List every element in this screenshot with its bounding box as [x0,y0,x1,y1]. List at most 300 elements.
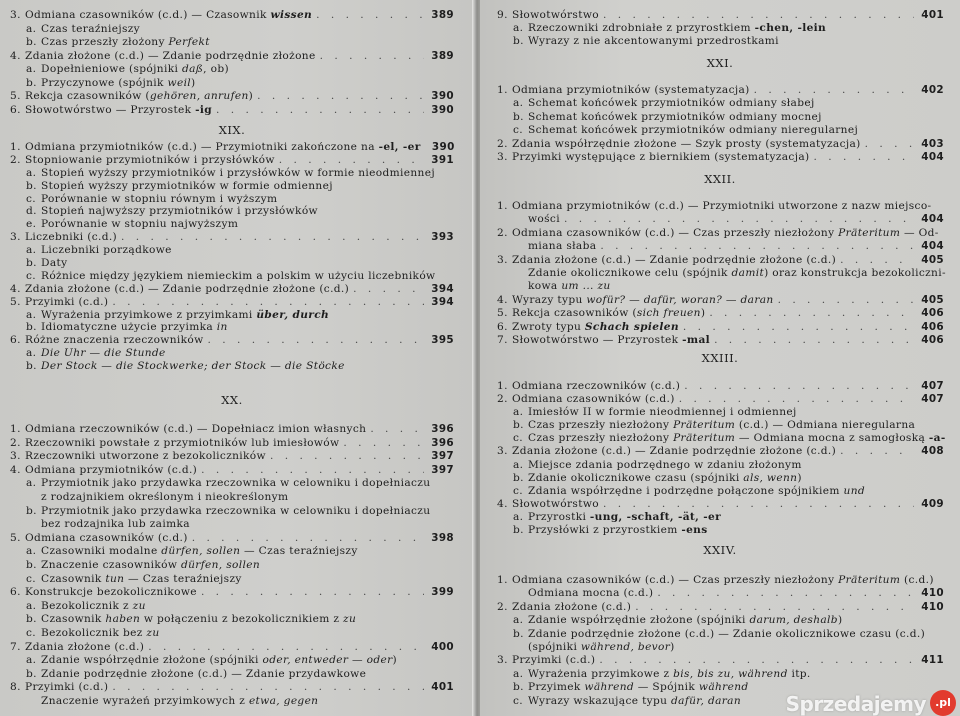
entry-number: 5. [10,295,21,308]
toc-entry [10,695,454,709]
title-text: Czas przeszły złożony [41,36,169,48]
title-text: Zdanie okolicznikowe celu (spójnik [528,266,732,279]
toc-entry [10,309,454,322]
entry-title [528,587,653,600]
title-text: Porównanie w stopniu najwyższym [41,218,239,231]
entry-number: a. [26,347,37,360]
title-text: Liczebniki porządkowe [41,244,172,257]
page-number: 395 [431,334,454,347]
title-text: Idiomatyczne użycie przyimka [41,321,217,334]
entry-title [528,695,741,708]
title-text: (c.d.) — Odmiana nieregularna [735,419,916,432]
title-text: bez rodzajnika lub zaimka [41,518,190,531]
title-text: Odmiana przymiotników (c.d.) [25,463,198,476]
entry-title [528,213,560,226]
emphasized-term: dürfen, sollen [161,545,241,558]
title-text: Zdanie współrzędnie złożone (spójniki [41,654,263,667]
page-number: 394 [431,282,454,295]
entry-title [512,294,774,307]
entry-number: a. [513,510,524,523]
entry-title [25,154,275,167]
entry-number: a. [26,308,37,321]
entry-title [41,613,356,627]
entry-title [512,321,679,334]
title-text: Przyimki (c.d.) [512,654,596,667]
toc-section [480,380,960,537]
dot-leader [312,9,424,23]
toc-entry [497,97,944,110]
title-text: Zdania złożone (c.d.) — Zdanie podrzędnie złożone (c.d.) [512,253,837,266]
entry-title [41,36,210,50]
entry-number: 4. [497,497,508,510]
toc-entry [10,559,454,573]
title-text: Czas przeszły niezłożony [528,419,674,432]
title-text: Zwroty typu [512,320,585,333]
entry-title [528,459,802,472]
entry-title [41,180,333,193]
page-number: 406 [921,320,944,333]
entry-title [528,472,802,485]
chapter-heading: XXII. [704,172,736,186]
title-text: Różnice między językiem niemieckim a polskim w użyciu liczebników [41,269,436,282]
entry-title [41,505,430,519]
entry-number: a. [513,22,524,35]
emphasized-term: während [698,681,749,694]
dot-leader [117,231,424,244]
toc-entry [10,218,454,231]
entry-title [41,167,435,180]
emphasized-term: Schach spielen [584,320,679,333]
title-text: Zdanie podrzędnie złożone (c.d.) — Zdanie okolicznikowe czasu (c.d.) [528,627,926,640]
entry-title [25,681,108,695]
entry-title [528,511,721,524]
dot-leader [679,321,914,334]
toc-entry [497,654,944,667]
dot-leader [750,84,914,97]
entry-title [528,35,779,48]
entry-number: 1. [497,380,508,392]
dot-leader [266,450,424,464]
emphasized-term: zu [132,599,146,612]
emphasized-term: Präteritum [673,432,736,445]
entry-title [512,9,599,22]
title-text: ) [837,614,843,627]
entry-title [528,524,708,537]
emphasized-term: darum, deshalb [749,614,838,627]
title-text: Zdania złożone (c.d.) — Zdanie podrzędnie złożone [25,49,316,62]
entry-title [528,267,946,280]
dot-leader [275,154,424,167]
toc-entry [10,283,454,296]
dot-leader [836,254,914,267]
title-text: Dopełnieniowe (spójniki [41,63,182,75]
toc-section [480,200,960,347]
title-text: Przymiotnik jako przydawka rzeczownika w celowniku i dopełniaczu [41,504,431,517]
entry-title [41,491,288,505]
entry-title [25,141,421,154]
entry-title [41,23,140,37]
entry-number: a. [513,406,524,419]
emphasized-term: -el, -er [378,141,421,153]
title-text: Znaczenie czasowników [41,558,181,571]
entry-title [41,695,318,709]
title-text: Słowotwórstwo [512,497,599,510]
title-text: Przyimek [528,681,585,694]
title-text: Odmiana czasowników (c.d.) — Czasownik [25,9,271,21]
page-number: 390 [431,103,454,116]
entry-title [25,423,366,437]
page-number: 410 [921,587,944,600]
toc-entry [497,393,944,406]
entry-number: 9. [497,9,508,21]
entry-title [512,151,810,164]
title-text: Rekcja czasowników ( [25,90,150,102]
title-text: ) [392,654,397,667]
entry-title [41,477,430,491]
emphasized-term: Die Uhr — die Stunde [41,347,166,360]
emphasized-term: während [584,681,635,694]
entry-number: a. [26,166,37,179]
entry-number: 3. [10,231,21,244]
entry-title [41,627,160,641]
emphasized-term: weil [167,76,192,89]
toc-entry [497,445,944,458]
title-text: Bezokolicznik z [41,599,133,612]
toc-entry [497,511,944,524]
entry-number: c. [26,192,37,205]
title-text: ) [191,76,196,89]
emphasized-term: Perfekt [168,36,210,48]
entry-title [512,254,836,267]
entry-number: 3. [497,150,508,163]
page-number: 390 [431,141,455,153]
entry-number: a. [26,244,37,257]
entry-title [528,124,858,137]
title-text: Czasownik [41,572,106,585]
emphasized-term: -a- [928,432,946,445]
dot-leader [599,9,914,22]
title-text: Czasowniki modalne [41,545,162,558]
title-text: — Spójnik [634,681,699,694]
toc-entry [497,111,944,124]
toc-entry [497,524,944,537]
entry-title [41,654,397,668]
title-text: Wyrażenia przyimkowe z przyimkami [41,308,257,321]
entry-title [25,334,204,347]
toc-entry [497,227,944,240]
entry-number: 2. [497,137,508,150]
title-text: Przymiotnik jako przydawka rzeczownika w celowniku i dopełniaczu [41,477,431,490]
title-text: (c.d.) [900,574,934,586]
toc-entry [10,600,454,614]
page-number: 389 [431,49,454,62]
entry-title [528,240,596,253]
entry-number: a. [26,599,37,612]
emphasized-term: -chen, -lein [754,22,827,35]
emphasized-term: sich freuen [636,307,701,320]
entry-title [41,63,229,77]
title-text: itp. [787,667,811,680]
dot-leader [366,423,424,437]
toc-entry [497,213,944,226]
entry-title [25,50,316,64]
dot-leader [861,138,914,151]
toc-entry [497,485,944,498]
toc-entry [497,151,944,164]
entry-number: 2. [497,226,508,239]
title-text: Odmiana przymiotników (c.d.) — Przymiotniki utworzone z nazw miejsco- [512,200,932,212]
entry-number: b. [513,681,524,694]
dot-leader [560,213,914,226]
entry-number: b. [26,36,37,48]
title-text: Słowotwórstwo — Przyrostek [512,333,683,346]
entry-number: a. [513,614,524,627]
entry-number: b. [26,558,37,571]
entry-title [528,628,925,641]
entry-number: c. [513,694,524,707]
page-number: 409 [921,497,944,510]
title-text: ) [797,471,802,484]
title-text: Czas teraźniejszy [41,22,141,35]
emphasized-term: zu [343,613,357,626]
toc-entry [10,63,454,77]
page-number: 405 [921,293,944,306]
entry-number: c. [26,626,37,639]
entry-number: 1. [10,423,21,435]
chapter-heading: XXIII. [701,351,739,365]
dot-leader [810,151,915,164]
entry-number: 3. [10,9,21,21]
toc-entry [497,380,944,393]
title-text: Odmiana czasowników (c.d.) [512,393,675,406]
entry-title [25,586,197,600]
title-text: Stopniowanie przymiotników i przysłówków [25,153,275,166]
entry-number: 1. [497,84,508,96]
entry-title [41,270,435,283]
toc-section [480,9,960,49]
dot-leader [349,283,424,296]
emphasized-term: dafür, daran [671,694,742,707]
entry-title [528,97,815,110]
entry-title [41,360,345,373]
entry-number: 7. [497,333,508,346]
toc-entry [10,104,454,118]
title-text: Odmiana rzeczowników (c.d.) [512,380,681,392]
entry-number: b. [26,321,37,334]
toc-entry [10,437,454,451]
title-text: Czas przeszły niezłożony [528,432,674,445]
title-text: — Czas teraźniejszy [124,572,242,585]
page-number: 407 [921,393,944,406]
toc-entry [497,419,944,432]
entry-number: 3. [10,450,21,463]
title-text: Przyimki (c.d.) [25,295,109,308]
toc-entry [497,138,944,151]
toc-entry [497,628,944,641]
page-number: 404 [921,240,944,253]
title-text: Przyimki występujące z biernikiem (systematyzacja) [512,150,810,163]
entry-title [528,641,675,654]
title-text: Przyrostki [528,510,590,523]
title-text: ) [700,307,706,320]
title-text: Odmiana czasowników (c.d.) — Czas przeszły niezłożony [512,226,839,239]
dot-leader [631,601,914,614]
entry-number: b. [513,419,524,432]
entry-title [512,393,675,406]
entry-number: c. [513,432,524,445]
title-text: Odmiana przymiotników (c.d.) — Przymiotniki zakończone na [25,141,379,153]
toc-entry [497,267,944,280]
entry-title [512,334,710,347]
page-number: 401 [921,9,944,21]
dot-leader [108,681,424,695]
title-text: Zdania złożone (c.d.) [512,600,632,613]
toc-entry [497,321,944,334]
toc-entry [10,296,454,309]
entry-number: 4. [497,293,508,306]
emphasized-term: tun [105,572,125,585]
toc-entry [10,613,454,627]
title-text: Zdanie współrzędnie złożone (spójniki [528,614,750,627]
entry-title [25,9,312,23]
title-text: Słowotwórstwo — Przyrostek [25,103,196,116]
page-number: 407 [921,380,944,392]
entry-number: a. [26,654,37,667]
entry-number: b. [513,524,524,537]
entry-title [41,218,238,231]
title-text: Przyczynowe (spójnik [41,76,168,89]
toc-entry [10,360,454,373]
entry-number: 6. [10,334,21,347]
title-text: ) [248,90,254,102]
toc-entry [10,654,454,668]
title-text: Stopień wyższy przymiotników i przysłówków w formie nieodmiennej [41,166,435,179]
title-text: Imiesłów II w formie nieodmiennej i odmiennej [528,406,797,419]
title-text: kowa [528,280,562,293]
entry-title [25,464,197,478]
dot-leader [653,587,914,600]
dot-leader [188,532,424,546]
emphasized-term: -ung, -schaft, -ät, -er [589,510,722,523]
title-text: Rekcja czasowników ( [512,307,637,320]
page-number: 405 [921,253,944,266]
toc-entry [10,464,454,478]
page-number: 397 [431,450,454,463]
title-text: Zdania złożone (c.d.) [25,640,145,653]
entry-title [25,450,266,464]
page-number: 393 [431,231,454,244]
entry-number: 6. [10,103,21,116]
title-text: Liczebniki (c.d.) [25,231,118,244]
emphasized-term: Präteritum [838,226,901,239]
title-text: Wyrażenia przyimkowe z [528,667,674,680]
entry-number: b. [26,504,37,517]
toc-entry [497,668,944,681]
title-text: Rzeczowniki utworzone z bezokoliczników [25,450,266,463]
entry-number: 7. [10,640,21,653]
title-text: Miejsce zdania podrzędnego w zdaniu złożonym [528,458,802,471]
dot-leader [599,498,914,511]
toc-entry [10,347,454,360]
entry-title [512,307,705,320]
page-number: 400 [431,640,454,653]
dot-leader [675,393,914,406]
title-text: Odmiana przymiotników (systematyzacja) [512,84,750,96]
entry-number: b. [26,613,37,626]
toc-entry [497,35,944,48]
entry-number: c. [26,269,37,282]
dot-leader [197,464,424,478]
entry-title [528,111,822,124]
entry-title [512,138,861,151]
entry-title [528,419,915,432]
toc-entry [497,200,944,213]
title-text: z rodzajnikiem określonym i nieokreślonym [41,490,289,503]
title-text: Przysłówki z przyrostkiem [528,524,682,537]
dot-leader [774,294,914,307]
page-number: 396 [431,423,454,435]
entry-number: 5. [497,307,508,320]
dot-leader [197,586,424,600]
dot-leader [680,380,914,393]
page-number: 398 [431,531,454,544]
toc-entry [10,36,454,50]
toc-entry [10,627,454,641]
entry-number: 2. [10,436,21,449]
page-number: 389 [431,9,454,21]
entry-title [512,200,931,213]
toc-entry [10,586,454,600]
toc-entry [10,244,454,257]
title-text: ) oraz konstrukcja bezokoliczni- [764,266,946,279]
toc-entry [10,257,454,270]
title-text: Bezokolicznik bez [41,626,147,639]
entry-number: b. [26,76,37,89]
page-number: 408 [921,445,944,458]
entry-title [41,309,329,322]
entry-title [41,205,318,218]
entry-title [528,280,611,293]
toc-entry [497,574,944,587]
page-number: 411 [921,654,944,667]
emphasized-term: als, wenn [743,471,798,484]
entry-number: 1. [10,141,21,153]
toc-entry [10,334,454,347]
toc-entry [10,573,454,587]
title-text: Odmiana mocna (c.d.) [528,587,654,600]
toc-entry [497,601,944,614]
emphasized-term: Präteritum [673,419,736,432]
emphasized-term: oder, entweder — oder [262,654,393,667]
watermark-badge: .pl [930,690,956,716]
toc-entry [10,50,454,64]
toc-section [480,574,960,708]
emphasized-term: in [216,321,228,334]
entry-number: 4. [10,463,21,476]
left-page [0,0,474,716]
entry-title [41,600,146,614]
emphasized-term: wofür? — dafür, woran? — daran [586,293,774,306]
entry-number: 1. [497,574,508,586]
title-text: Stopień wyższy przymiotników w formie odmiennej [41,179,333,192]
dot-leader [212,104,424,118]
emphasized-term: gehören, anrufen [149,90,249,102]
entry-number: c. [513,484,524,497]
title-text: Odmiana rzeczowników (c.d.) — Dopełniacz imion własnych [25,423,367,435]
entry-number: b. [513,35,524,48]
toc-entry [10,681,454,695]
entry-title [25,283,349,296]
